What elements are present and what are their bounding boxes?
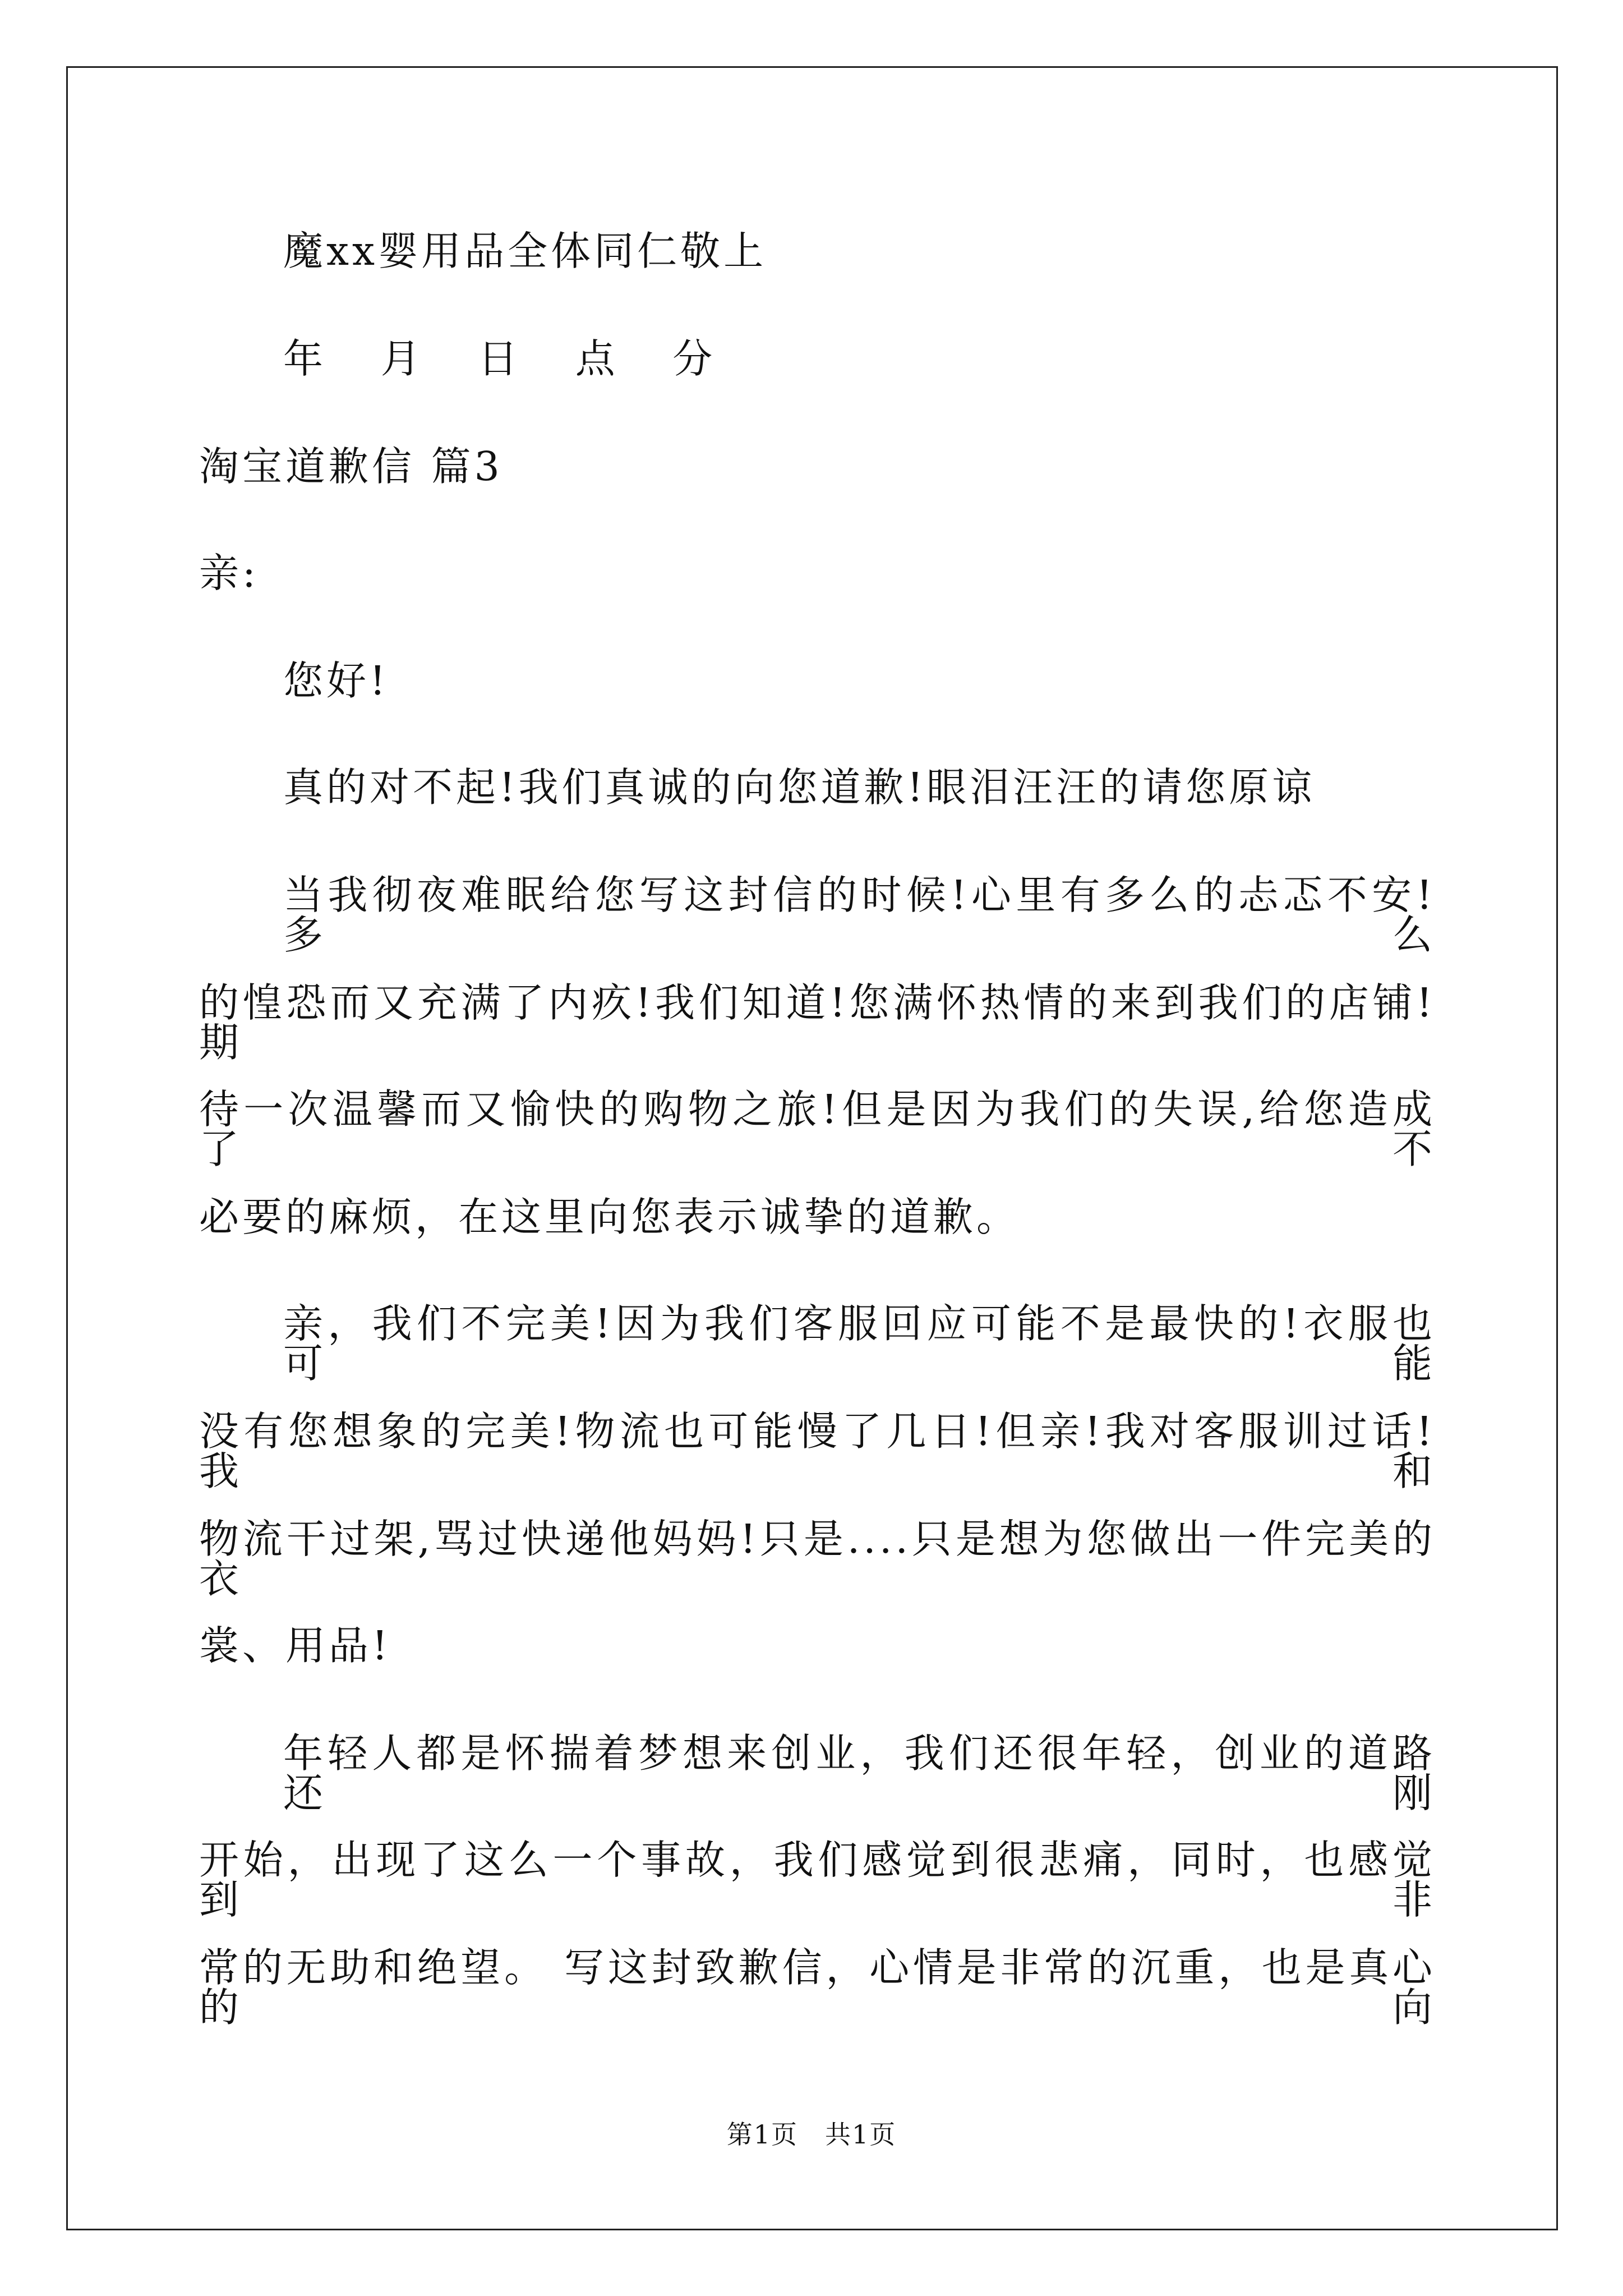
paragraph-line: 真的对不起!我们真诚的向您道歉!眼泪汪汪的请您原谅 bbox=[283, 764, 1316, 811]
salutation: 亲: bbox=[199, 550, 259, 596]
signature-line: 魔xx婴用品全体同仁敬上 bbox=[283, 228, 767, 274]
paragraph-line: 开始，出现了这么一个事故，我们感觉到很悲痛，同时，也感觉到非 bbox=[199, 1837, 1436, 1923]
paragraph-line: 裳、用品! bbox=[199, 1622, 391, 1669]
paragraph-line: 当我彻夜难眠给您写这封信的时候!心里有多么的忐忑不安!多么 bbox=[283, 872, 1436, 958]
greeting: 您好! bbox=[283, 657, 389, 704]
paragraph-line: 物流干过架,骂过快递他妈妈!只是....只是想为您做出一件完美的衣 bbox=[199, 1516, 1436, 1602]
paragraph-line: 待一次温馨而又愉快的购物之旅!但是因为我们的失误,给您造成了不 bbox=[199, 1086, 1436, 1172]
paragraph-line: 常的无助和绝望。 写这封致歉信，心情是非常的沉重，也是真心的向 bbox=[199, 1944, 1436, 2031]
date-line: 年 月 日 点 分 bbox=[283, 335, 735, 382]
page-number-footer: 第1页 共1页 bbox=[726, 2119, 897, 2150]
paragraph-line: 亲，我们不完美!因为我们客服回应可能不是最快的!衣服也可能 bbox=[283, 1300, 1436, 1387]
paragraph-line: 年轻人都是怀揣着梦想来创业，我们还很年轻，创业的道路还刚 bbox=[283, 1730, 1436, 1816]
paragraph-line: 的惶恐而又充满了内疚!我们知道!您满怀热情的来到我们的店铺!期 bbox=[199, 979, 1436, 1066]
section-heading: 淘宝道歉信 篇3 bbox=[199, 443, 503, 490]
paragraph-line: 没有您想象的完美!物流也可能慢了几日!但亲!我对客服训过话!我和 bbox=[199, 1408, 1436, 1494]
paragraph-line: 必要的麻烦，在这里向您表示诚挚的道歉。 bbox=[199, 1194, 1020, 1240]
